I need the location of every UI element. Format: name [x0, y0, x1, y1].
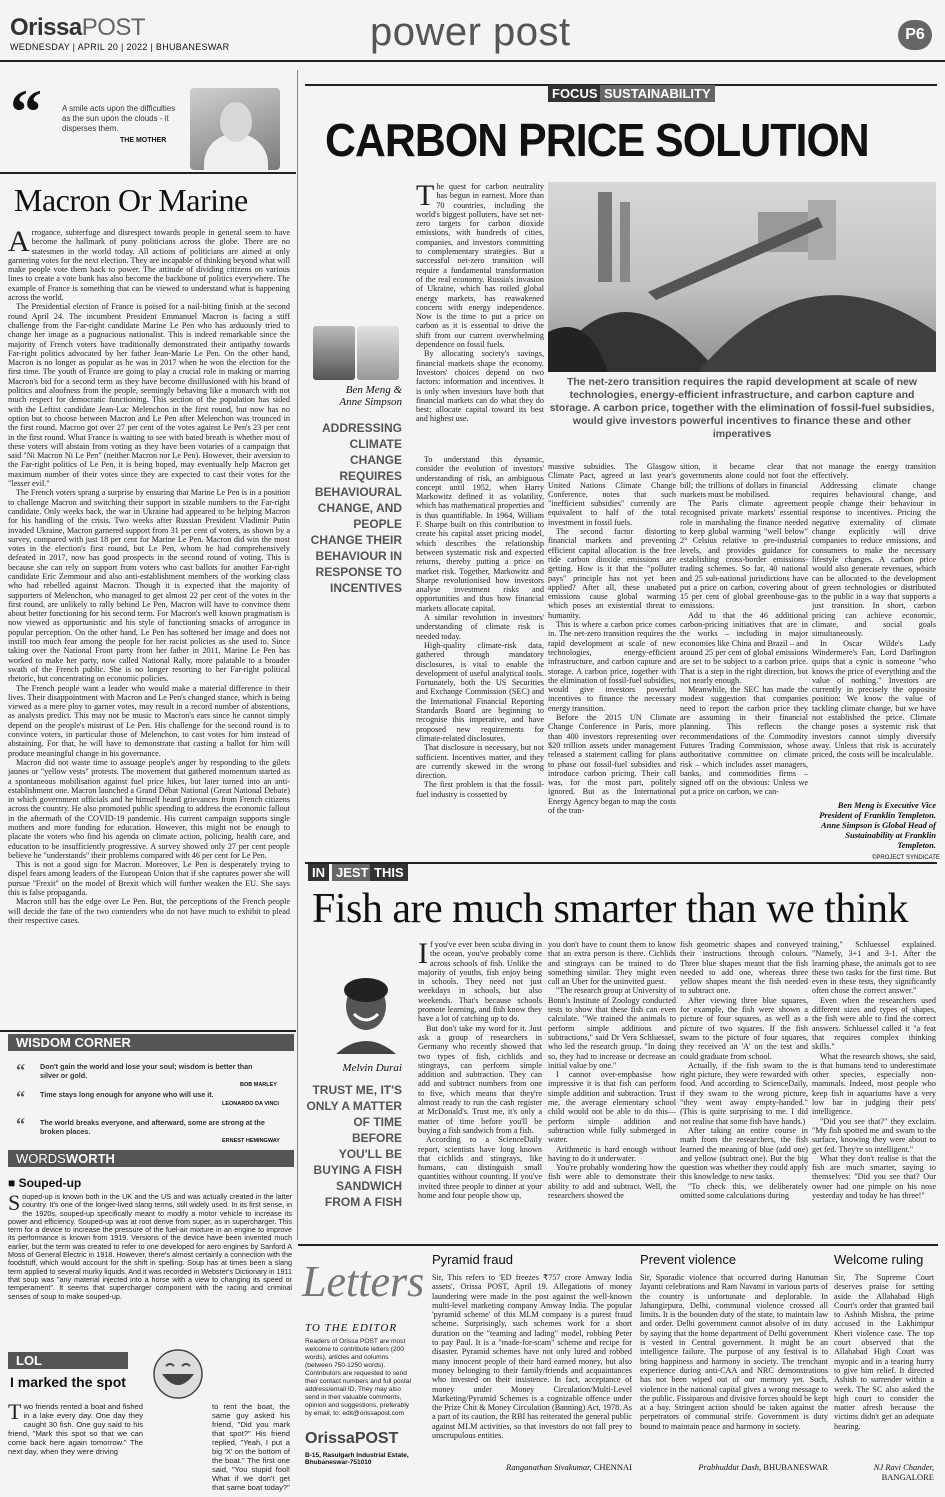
wordsworth-text: ouped-up is known both in the UK and the US and was actually created in the latter country. It's one of the longer-lived slang terms, still widely used. In its first sense, in the 1920s, souped-up specifically meant to modify a motor vehicle to increase its power and efficiency. Souped-up was at root derive from super, as in supercharger. This term for a device to increase the pressure of the fuel-air mixture in an engine to improve its performance is known from 1919. Versions of the device have been invented much earlier, but the term was created to refer to one developed for aero engines by Sanford A Moss of General Electric in 1918. However, there's almost certainly a connection with the foodstuff, which would account for the shift in spelling. Soup has at times been a slang term applied to several murky liquids. And it was recorded in Webster's Dictionary in 1911 that soup was "any material injected into a horse with a view to changing its speed or temperament". It seems that supercharger component with the racing and criminal senses of soup to make souped-up. [8, 1193, 292, 1301]
editorial-paragraph: This is not a good sign for Macron. Moreover, Le Pen is desperately trying to dispel fears among leaders of the European Union that if she captures power she will pursue "Frexit" on the model of Brexit which will further weaken the EU. She says this is false propaganda. [8, 860, 290, 898]
fish-paragraph: "To check this, we deliberately omitted some calculations during [680, 1181, 808, 1201]
kicker-jest: JEST [332, 864, 373, 881]
fish-paragraph: "Did you see that?" they exclaim. "My fish spotted me and swam to the surface, knowing they were about to get fed. They're so intelligent." [812, 1116, 936, 1154]
wisdom-quote: Don't gain the world and lose your soul; wisdom is better than silver or gold. [40, 1062, 253, 1080]
fish-col-3 [680, 940, 808, 1240]
kicker-focus: FOCUS [548, 85, 602, 102]
focus-dropcap: T [416, 182, 435, 212]
letter-signature: Ranganathan Sivakumar, CHENNAI [506, 1462, 632, 1472]
fish-paragraph: After viewing three blue squares, for example, the fish were shown a picture of four squares, as well as a picture of two squares. If the fish swam to the picture of four squares, they received an 'A' on the test and could graduate from school. [680, 995, 808, 1061]
focus-paragraph: To understand this dynamic, consider the evolution of investors' understanding of risk, an ambiguous concept until 1952, when Harry Markowitz defined it as volatility, which has mathematical properties and is thus quantifiable. In 1964, William F. Sharpe built on this contribution to create his capital asset pricing model, which describes the relationship between systematic risk and expected returns, thereby putting a price on market risk. Together, Markowitz and Sharpe revolutionised how investors analyse investment risks and opportunities and thus how financial markets allocate capital. [416, 455, 544, 613]
dateline: WEDNESDAY | APRIL 20 | 2022 | BHUBANESWAR [10, 42, 230, 52]
fish-deck: TRUST ME, IT'S ONLY A MATTER OF TIME BEFORE YOU'LL BE BUYING A FISH SANDWICH FROM A FISH [306, 1083, 402, 1209]
fish-paragraph: But don't take my word for it. Just ask a group of researchers in Germany who recently showed that two types of fish, cichlids and stingrays, can perform simple addition and subtraction. They can add and subtract numbers from one to five, which means that they're almost ready to run the cash register at McDonald's. Trust me, it's only a matter of time before you'll be buying a fish sandwich from a fish. [418, 1023, 542, 1135]
focus-paragraph: Before the 2015 UN Climate Change Conference in Paris, more than 400 investors representing over $20 trillion assets under management released a statement calling for plans to phase out fossil-fuel subsidies and introduce carbon pricing. Their call was, for the most part, politely ignored. But as the International Energy Agency began to map the costs of the tran- [548, 713, 676, 815]
editorial-paragraph: Macron still has the edge over Le Pen. But, the perceptions of the French people will decide the fate of the two contenders who do not have much to exhibit to plead their respective cases. [8, 897, 290, 925]
fish-col-2 [548, 940, 676, 1240]
letter-body: Sir, This refers to 'ED freezes ₹757 crore Amway India assets', Orissa POST, April 19. Allegations of money laundering were made in the post against the well-known multi-level marketing company Amway India. The popular 'pyramid scheme' of this MLM company is a purest fraud scheme. Surprisingly, such schemes work for a short duration on the "teaming and lading" model, robbing Peter to pay Paul. It is a "made-for-scam" scheme and recipe for disaster. Pyramid schemes have not only lured and robbed many innocent people of their hard earned money, but also money belonging to their family/friends and acquaintances who invested on their insistence. In fact, acceptance of money under Money Circulation/Multi-Level Marketing/Pyramid Schemes is a cognizable offence under the Prize Chit & Money Circulation (Banning) Act, 1978. As a part of its caution, the RBI has reiterated the general public against MLM activities, so that investors do not fall prey to unscrupulous entities. [432, 1273, 632, 1441]
page-number: P6 [898, 20, 932, 50]
photo-caption: The net-zero transition requires the rapid development at scale of new technologies, energy-efficient infrastructure, and carbon capture and storage. A carbon price, together with the elimination of fossil-fuel subsidies, would give investors powerful incentives to finance these and other imperatives [549, 376, 935, 440]
focus-paragraph: By allocating society's savings, financial markets shape the economy. Investors' choices depend on two factors: information and incentives. It is only when investors have both that financial markets can do what they do best: allocate capital toward its best and highest use. [416, 349, 544, 424]
fish-paragraph: After taking an entire course in math from the researchers, the fish learned the meaning of blue (add one) and yellow (subtract one). But the big question was whether they could apply this knowledge to new tasks. [680, 1125, 808, 1182]
focus-col-1b [416, 455, 544, 875]
the-mother-portrait [190, 88, 280, 170]
wisdom-author: LEONARDO DA VINCI [222, 1101, 279, 1107]
editorial-paragraph: The French voters sprang a surprise by ensuring that Marine Le Pen is in a position to challenge Macron and switching their support in sizable numbers to the Far-right candidate. Only weeks back, the war in Ukraine had appeared to be helping Macron for his handling of the crisis. Two weeks after Russian President Vladimir Putin invaded Ukraine, Macron garnered support from 31 per cent of voters, as shown by a survey, compared with just 18 per cent for Marine Le Pen. Macron did win the most votes in the election's first round, but Le Pen, whom he had comprehensively defeated in 2017, now has good prospects in the second round of voting. This is because she can rely on support from voters who cast ballots for another Far-right candidate Eric Zemmour and also anti-establishment members of the working class who had rebelled against Macron. Though it is expected that the majority of supporters of Melenchon, who managed to get almost 22 per cent of the votes in the first round, are unlikely to rally behind Le Pen, Macron will have to convince them about better functioning for his second term. For Macron's well known pragmatism is now viewed as opportunistic and his style of functioning smacks of arrogance in popular perception. On the other hand, Le Pen has softened her image and does not instill too much fear among the people for her racist policies as she used to. Since taking over the National Front party from her father in 2011, Marine Le Pen has worked to make her party, now called National Rally, more palatable to a broader swath of the French public. She is no longer resorting to her Far-right political rhetoric, but concentrating on economic policies. [8, 488, 290, 684]
focus-paragraph: This is where a carbon price comes in. The net-zero transition requires the rapid development at scale of new technologies, energy-efficient infrastructure, and carbon capture and storage. A carbon price, together with the elimination of fossil-fuel subsidies, would give investors powerful incentives to finance the necessary energy transition. [548, 620, 676, 713]
fish-paragraph: fish geometric shapes and conveyed their instructions through colours. Three blue shapes meant that the fish needed to add one, whereas three yellow shapes meant the fish needed to subtract one. [680, 940, 808, 996]
fish-paragraph: Even when the researchers used different sizes and types of shapes, the fish were able to find the correct answers. Schluessel called it "a feat that requires complex thinking skills." [812, 995, 936, 1052]
lol-text: wo friends rented a boat and fished in a lake every day. One day they caught 30 fish. One guy said to his friend, "Mark this spot so that we can come back here again tomorrow." The next day, when they were driving [8, 1402, 143, 1456]
focus-paragraph: Add to that the 46 additional carbon-pricing initiatives that are in the works – including in major economies like China and Brazil – and around 25 per cent of global emissions are set to be subject to a carbon price. That is a step in the right direction, but not nearly enough. [680, 610, 808, 685]
focus-paragraph: massive subsidies. The Glasgow Climate Pact, agreed at last year's United Nations Climate Change Conference, notes that such "inefficient subsidies" currently are equivalent to half of the total investment in fossil fuels. [548, 462, 676, 527]
focus-paragraph: The first problem is that the fossil-fuel industry is cossetted by [416, 780, 544, 799]
fish-paragraph: Actually, if the fish swam to the right picture, they were rewarded with food. And according to ScienceDaily, if they swam to the wrong picture, "they went away empty-handed." (This is quite surprising to me. I did not realise that some fish have hands.) [680, 1060, 808, 1126]
wisdom-author: ERNEST HEMINGWAY [222, 1138, 280, 1144]
quote-mark-icon: “ [10, 76, 42, 147]
fish-paragraph: According to a ScienceDaily report, scientists have long known that cichlids and stingrays, like humans, can distinguish small quantities without counting. If you've invited three people to dinner at your home and four people show up, [418, 1135, 542, 1201]
wordsworth-term: ■ Souped-up [8, 1176, 82, 1190]
letter-body: Sir, Sporadic violence that occurred during Hanuman Jayanti celebrations and Ram Navami in various parts of the country is unfortunate and deplorable. In Jahangirpura, Delhi, communal violence crossed all limits. It is the bounden duty of the state, to maintain law and order. Delhi government cannot absolve of its duty by saying that the home department of Delhi government is vested in Central government. It might be an intelligence failure. The purpose of any festival is to bring happiness and harmony in society. The trenchant experience during anti-CAA and NRC demonstrations has not been wiped out of our memory yet. Such, violence in the national capital gives a wrong message to the public. Fissiparous and divisive forces should be kept at a bay. Stringent action should be taken against the perpetrators of communal strife. Government is duty bound to maintain peace and harmony in society. [640, 1273, 828, 1431]
letters-script: Letters [302, 1257, 425, 1306]
column-divider [297, 70, 298, 1240]
focus-author-note: Ben Meng is Executive Vice President of Franklin Templeton. Anne Simpson is Global Head of Sustainability at Franklin Templeton. [819, 800, 936, 850]
focus-headline: CARBON PRICE SOLUTION [325, 114, 869, 166]
letters-info: Readers of Orissa POST are most welcome to contribute letters (200 words), articles and columns (between 750-1250 words). Contributors are requested to send their contact numbers and full postal address/email ID. They may also send in their valuable comments, opinion and suggestions, preferably by email, to: edit@orissapost.com [305, 1338, 411, 1417]
focus-paragraph: High-quality climate-risk data, gathered through mandatory disclosures, is vital to enable the development of useful analytical tools. Fortunately, both the US Securities and Exchange Commission (SEC) and the International Financial Reporting Standards Board are beginning to recognise this imperative, and have proposed new requirements for climate-related disclosures. [416, 640, 544, 743]
masthead [0, 0, 945, 62]
laughing-emoji-icon [148, 1346, 208, 1402]
focus-paragraph: he quest for carbon neutrality has begun in earnest. More than 70 countries, including the world's biggest polluters, have set net-zero targets for carbon dioxide emissions, with hundreds of cities, companies, and investors committing to complementary strategies. But a successful net-zero transition will require a fundamental transformation of the real economy. Russia's invasion of Ukraine, which has roiled global energy markets, has reawakened concern with energy independence. Now is the time to put a price on carbon as it is essential to drive the shift from our current overwhelming dependence on fossil fuels. [416, 182, 544, 350]
letter-body: Sir, The Supreme Court deserves praise for setting aside the Allahabad High Court's order that granted bail to Ashish Mishra, the prime accused in the Lakhimpur Kheri violence case. The top court observed that the Allahabad High Court was myopic and in a tearing hurry to give him relief. It directed Ashish to surrender within a week. The SC also asked the high court to consider the matter afresh because the victims didn't get an adequate hearing. [834, 1273, 934, 1431]
focus-paragraph: The Paris climate agreement recognised private markets' essential role in marshaling the finance needed to keep global warming "well below" 2° Celsius relative to pre-industrial levels, and provides guidance for establishing cross-border emissions-trading schemes. So far, 40 national and 25 sub-national jurisdictions have put a price on carbon, covering about 15 per cent of global greenhouse-gas emissions. [680, 499, 808, 611]
fish-paragraph: training," Schluessel explained. "Namely, 3+1 and 3-1. After the learning phase, the animals got to see these two tasks for the first time. But even in these tests, they significantly often chose the correct answer." [812, 940, 936, 996]
wisdom-corner-heading: WISDOM CORNER [8, 1034, 294, 1051]
lol-col-1 [8, 1402, 143, 1492]
fish-col-4 [812, 940, 936, 1240]
fish-paragraph: What the research shows, she said, is that humans tend to underestimate other species, especially non-mammals. Indeed, most people who keep fish in aquariums have a very low bar in judging their pets' intelligence. [812, 1051, 936, 1117]
lol-dropcap: T [8, 1402, 22, 1424]
lol-title: I marked the spot [10, 1374, 126, 1390]
focus-paragraph: In Oscar Wilde's Lady Windermere's Fan, Lord Darlington quips that a cynic is someone "who knows the price of everything and the value of nothing." Investors are currently in precisely the opposite position: We know the value of tackling climate change, but we have not established the price. Climate change poses a systemic risk that investors cannot simply diversify away. Unless that risk is accurately priced, the costs will be incalculable. [812, 638, 936, 760]
fish-paragraph: You're probably wondering how the fish were able to demonstrate their ability to add and subtract. Well, the researchers showed the [548, 1163, 676, 1201]
letter-title: Welcome ruling [834, 1252, 924, 1267]
lol-col-2: to rent the boat, the same guy asked his friend, "Did you mark that spot?" His friend replied, "Yeah, I put a big 'X' on the bottom of the boat." The first one said, "You stupid fool! What if we don't get that same boat today?" [212, 1402, 290, 1492]
section-title: power post [370, 10, 571, 54]
focus-col-1a [416, 182, 544, 452]
kicker-sustainability: SUSTAINABILITY [600, 85, 715, 102]
rule [0, 1030, 296, 1032]
wordsworth-dropcap: S [8, 1193, 21, 1215]
focus-col-2 [548, 462, 676, 874]
editorial-paragraph: The French people want a leader who would make a material difference in their lives. Their disappointment with Macron and Le Pen's changed stance, which is being viewed as a mere ploy to garner votes, may result in a record number of abstentions, as analysts predict. This may not be music to Macron's ears since he cannot simply depend on the people's mistrust of Le Pen. His challenge for the second round is to convince voters, in particular those of Melenchon, to cast votes for him instead of abstaining. For that, he will have to demonstrate that casting a ballot for him will produce meaningful change in his governance. [8, 683, 290, 758]
fish-paragraph: f you've ever been scuba diving in the ocean, you've probably come across schools of fish. Unlike the majority of youths, fish enjoy being in schools. They need not just weekdays in schools, but also weekends. That's because schools promote learning, and fish know they have a lot of catching up to do. [418, 940, 542, 1024]
wisdom-quote: Time stays long enough for anyone who will use it. [40, 1090, 214, 1099]
fish-headline: Fish are much smarter than we think [312, 886, 909, 932]
letter-title: Prevent violence [640, 1252, 737, 1267]
focus-paragraph: not manage the energy transition effectively. [812, 462, 936, 481]
anne-simpson-photo [357, 326, 399, 380]
letter-title: Pyramid fraud [432, 1252, 513, 1267]
fish-paragraph: "The research group at University of Bonn's Institute of Zoology conducted tests to show that these fish can even calculate. "We trained the animals to perform simple additions and subtractions," said Dr Vera Schluessel, who led the research group. "In doing so, they had to increase or decrease an initial value by one." [548, 986, 676, 1070]
wordsworth-heading: WORDSWORTH [8, 1150, 294, 1167]
editorial-dropcap: A [8, 228, 30, 258]
wordsworth-body [8, 1193, 292, 1333]
coal-plant-photo [548, 182, 936, 372]
quote-icon: “ [16, 1087, 25, 1107]
editorial-headline: Macron Or Marine [14, 182, 248, 218]
quote-icon: “ [16, 1060, 25, 1080]
rule [0, 172, 296, 174]
editorial-body [8, 228, 290, 1020]
focus-paragraph: The second factor distorting financial markets and preventing efficient capital allocation is the free ride carbon dioxide emissions are getting. How is it that the "polluter pays" principle has not yet been applied? After all, these unabated emissions cause global warming which poses an existential threat to humanity. [548, 527, 676, 620]
focus-col-4 [812, 462, 936, 798]
editorial-paragraph: The Presidential election of France is poised for a nail-biting finish at the second round April 24. The incumbent President Emmanuel Macron is facing a stiff challenge from the Far-right candidate Marine Le Pen who has arduously tried to change her image as a pugnacious nationalist. This is indeed remarkable since the majority of French voters have traditionally demonstrated their antipathy towards Far-right politics advocated by her father Jean-Marie Le Pen. On the other hand, Macron is no longer as popular as he was in 2017 when he won the election for the first time. The youth of France are going to play a crucial role in making or marring Macron's bid for a second term as they have become disillusioned with his brand of politics and aloofness from the people, seemingly behaving like a monarch with not much respect for democratic functioning. This section of the population has sided with the Leftist candidate Jean-Luc Melenchon in the first round, but now has no option but to choose between Macron and Le Pen after Melenchon was trounced in the first round. Macron got over 27 per cent of the votes against Le Pen's 23 per cent in the first round. What France is waiting to see with bated breath is whether most of these voters will abstain from voting as they have been votaries of a campaign that said "Ni Macron Ni Le Pen" (neither Macron nor Le Pen). However, their aversion to the Far-right politics of Le Pen, it is being hoped, may eventually help Macron get maximum number of their votes since they are expected to cast their votes for the "lesser evil." [8, 302, 290, 489]
masthead-logo: OrissaPOST [10, 14, 146, 41]
wisdom-quote: The world breaks everyone, and afterward, some are strong at the broken places. [40, 1118, 265, 1136]
quote-icon: “ [16, 1114, 25, 1134]
focus-col-3 [680, 462, 808, 874]
focus-paragraph: A similar revolution in investors' understanding of climate risk is needed today. [416, 613, 544, 641]
quote-author: THE MOTHER [120, 137, 167, 144]
quote-text: A smile acts upon the difficulties as the sun upon the clouds - it disperses them. [62, 104, 176, 133]
fish-col-1 [418, 940, 542, 1240]
to-the-editor: TO THE EDITOR [305, 1322, 398, 1334]
focus-paragraph: Addressing climate change requires behavioural change, and people change their behaviour in response to incentives. Pricing the negative externality of climate change explicitly will drive companies to reduce emissions, and consumers to make the necessary lifestyle changes. A carbon price would also generate revenues, which can be allocated to the development of green technologies or distributed to the public in a way that supports a just transition. In short, carbon pricing can achieve economic, climate, and social goals simultaneously. [812, 480, 936, 639]
focus-paragraph: That disclosure is necessary, but not sufficient. Incentives matter, and they are currently skewed in the wrong direction. [416, 743, 544, 781]
editorial-paragraph: Macron did not waste time to assuage people's anger by responding to the gilets jaunes or "yellow vests" protests. The movement that gathered momentum started as a spontaneous mobilisation against fuel price hikes, but later turned into an anti-establishment one. Macron launched a Grand Débat National (Great National Debate) in which government officials and he himself heard grievances from French citizens across the country. He also promoted public spending to address the economic fallout in the aftermath of the COVID-19 pandemic. His current campaign supports single mothers and more funding for education. However, this might not be enough to placate the voters who find his agenda on climate action, policing, health care, and education to be insufficiently progressive. A survey showed only 27 per cent people believe he "understands" their problems compared with 46 per cent for Le Pen. [8, 757, 290, 860]
fish-byline: Melvin Durai [342, 1062, 402, 1074]
fish-paragraph: you don't have to count them to know that an extra person is there. Cichlids and stingrays can be trained to do something similar. They might even call an Uber for the uninvited guest. [548, 940, 676, 987]
melvin-durai-photo [330, 972, 402, 1054]
letter-signature: Prabhuddut Dash, BHUBANESWAR [698, 1462, 828, 1472]
focus-paragraph: Meanwhile, the SEC has made the modest suggestion that companies need to report the carbon price they are assuming in their financial planning. This reflects the recommendations of the Commodity Futures Trading Commission, whose authoritative committee on climate risk – which includes asset managers, banks, and commodities firms – signed off on the obvious: Unless we put a price on carbon, we can- [680, 685, 808, 797]
fish-paragraph: What they don't realise is that the fish are much smarter, saying to themselves: "Did you see that? Our owner had one pimple on his nose yesterday and today he has three!" [812, 1153, 936, 1201]
letters-address: B-15, Rasulgarh Industrial Estate, Bhubaneswar-751010 [305, 1452, 409, 1466]
syndicate-credit: ©PROJECT SYNDICATE [872, 855, 940, 861]
letter-signature: NJ Ravi Chander, BANGALORE [873, 1462, 934, 1482]
editorial-paragraph: rrogance, subterfuge and disrespect towards people in general seem to have become the hallmark of puny politicians across the globe. There are no statesmen in the world today. All actions of politicians are aimed at only garnering votes for the next election. They are incapable of thinking beyond what will make people vote them back to power. The attitude of dividing citizens on various lines to create a vote bank has also become the backbone of politics everywhere. The example of France is something that can be viewed to understand what is happening across the world. [8, 228, 290, 303]
focus-paragraph: sition, it became clear that governments alone could not foot the bill; the trillions of dollars in financial markets must be mobilised. [680, 462, 808, 499]
wisdom-author: BOB MARLEY [240, 1082, 277, 1088]
focus-byline: Ben Meng & Anne Simpson [339, 384, 402, 408]
focus-deck: ADDRESSING CLIMATE CHANGE REQUIRES BEHAVIOURAL CHANGE, AND PEOPLE CHANGE THEIR BEHAVIOUR IN RESPONSE TO INCENTIVES [310, 421, 402, 595]
letters-logo: OrissaPOST [305, 1430, 399, 1447]
fish-paragraph: I cannot over-emphasise how impressive it is that fish can perform simple addition and subtraction. Trust me, the average elementary school child would not be able to do this—perform simple addition and subtraction while fully submerged in water. [548, 1070, 676, 1145]
fish-paragraph: Arithmetic is hard enough without having to do it underwater. [548, 1144, 676, 1163]
ben-meng-photo [313, 326, 355, 380]
kicker-in: IN [308, 864, 329, 881]
kicker-this: THIS [370, 864, 408, 881]
fish-dropcap: I [418, 940, 428, 970]
rule [298, 1244, 938, 1246]
lol-heading: LOL [8, 1352, 128, 1369]
